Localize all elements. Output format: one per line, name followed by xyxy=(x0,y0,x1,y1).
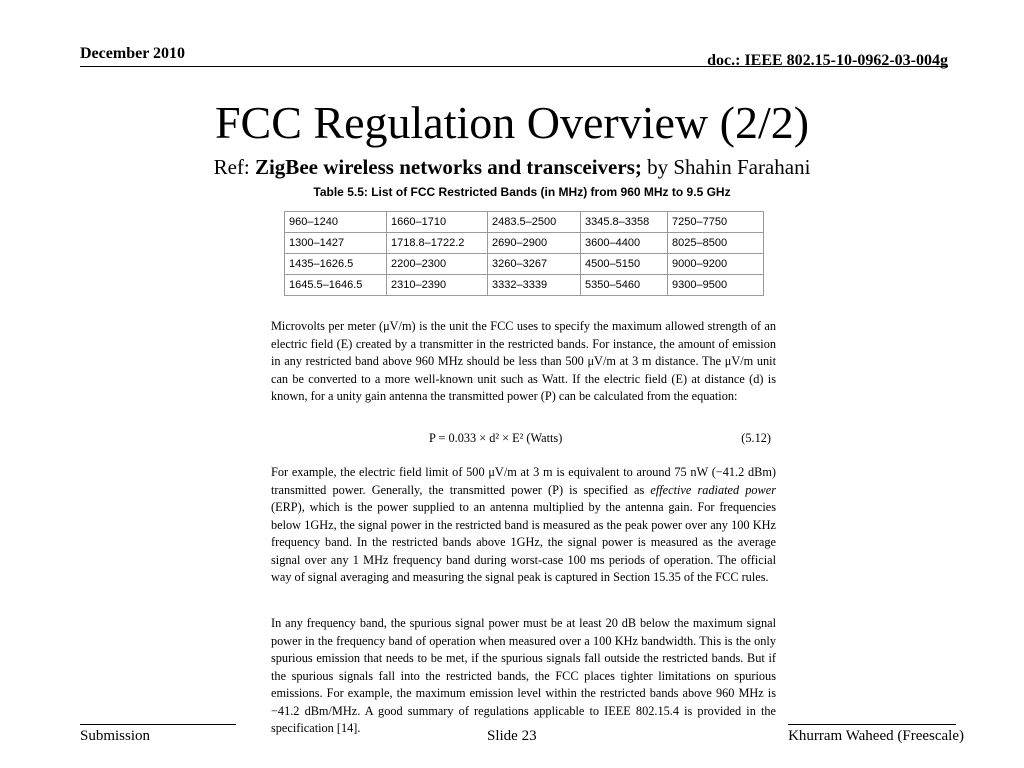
header-doc-id: doc.: IEEE 802.15-10-0962-03-004g xyxy=(707,52,948,69)
footer-slide-number: Slide 23 xyxy=(487,728,537,744)
table-cell: 3600–4400 xyxy=(581,233,668,254)
table-cell: 9000–9200 xyxy=(668,254,764,275)
header-date: December 2010 xyxy=(80,45,185,62)
footer-divider-left xyxy=(80,724,236,725)
table-cell: 4500–5150 xyxy=(581,254,668,275)
paragraph-example-part2: (ERP), which is the power supplied to an antenna multiplied by the antenna gain. For frequencies below 1GHz, the signal power in the restricted band is measured as the peak power over any 100 KHz frequency band. In the restricted bands above 1GHz, the signal power is measured as the average signal over any 1 MHz frequency band during worst-case 100 ms periods of operation. The official way of signal averaging and measuring the signal peak is captured in Section 15.35 of the FCC rules. xyxy=(271,500,776,584)
table-cell: 2690–2900 xyxy=(488,233,581,254)
paragraph-example-emphasis: effective radiated power xyxy=(650,482,776,497)
table-cell: 1435–1626.5 xyxy=(285,254,387,275)
footer-submission: Submission xyxy=(80,728,151,744)
table-cell: 7250–7750 xyxy=(668,212,764,233)
table-cell: 3260–3267 xyxy=(488,254,581,275)
table-cell: 5350–5460 xyxy=(581,275,668,296)
table-cell: 2310–2390 xyxy=(387,275,488,296)
reference-line xyxy=(0,155,1024,180)
paragraph-units: Microvolts per meter (μV/m) is the unit the FCC uses to specify the maximum allowed strength of an electric field (E) created by a transmitter in the restricted bands. For instance, the amount of emission in any restricted band above 960 MHz should be less than 500 μV/m at 3 m distance. The μV/m unit can be converted to a more well-known unit such as Watt. If the electric field (E) at distance (d) is known, for a unity gain antenna the transmitted power (P) can be calculated from the equation: xyxy=(271,319,776,403)
table-cell: 1645.5–1646.5 xyxy=(285,275,387,296)
paragraph-spurious: In any frequency band, the spurious signal power must be at least 20 dB below the maximum signal power in the frequency band of operation when measured over a 100 KHz bandwidth. This is the only spurious emission that needs to be met, if the spurious signals fall outside the restricted bands. But if the spurious signals fall into the restricted bands, the FCC places tighter limitations on spurious emissions. For example, the maximum emission level within the restricted bands above 960 MHz is −41.2 dBm/MHz. A good summary of regulations applicable to IEEE 802.15.4 is provided in the specification [14]. xyxy=(271,616,776,735)
table-cell: 960–1240 xyxy=(285,212,387,233)
footer-divider-right xyxy=(788,724,956,725)
table-cell: 9300–9500 xyxy=(668,275,764,296)
table-cell: 1718.8–1722.2 xyxy=(387,233,488,254)
header-divider xyxy=(80,66,948,67)
table-cell: 3332–3339 xyxy=(488,275,581,296)
paragraph-example-part1: For example, the electric field limit of 500 μV/m at 3 m is equivalent to around 75 nW (−41.2 dBm) transmitted power. Generally, the transmitted power (P) is specified as xyxy=(271,465,776,497)
table-cell: 1300–1427 xyxy=(285,233,387,254)
table-cell: 1660–1710 xyxy=(387,212,488,233)
book-excerpt xyxy=(265,183,779,740)
table-row xyxy=(285,254,764,275)
equation-number: (5.12) xyxy=(741,431,771,445)
table-cell: 2483.5–2500 xyxy=(488,212,581,233)
footer-author: Khurram Waheed (Freescale) xyxy=(788,728,964,744)
table-caption: Table 5.5: List of FCC Restricted Bands (in MHz) from 960 MHz to 9.5 GHz xyxy=(313,185,731,199)
table-cell: 3345.8–3358 xyxy=(581,212,668,233)
equation: P = 0.033 × d² × E² (Watts) xyxy=(429,431,563,445)
paragraph-example xyxy=(271,464,776,587)
table-row xyxy=(285,233,764,254)
table-row xyxy=(285,212,764,233)
ref-book-title: ZigBee wireless networks and transceivers; xyxy=(254,155,642,179)
ref-author: by Shahin Farahani xyxy=(641,155,811,179)
restricted-bands-table xyxy=(284,211,764,296)
table-cell: 8025–8500 xyxy=(668,233,764,254)
table-cell: 2200–2300 xyxy=(387,254,488,275)
slide-title: FCC Regulation Overview (2/2) xyxy=(214,97,810,148)
ref-prefix: Ref: xyxy=(213,155,255,179)
table-row xyxy=(285,275,764,296)
